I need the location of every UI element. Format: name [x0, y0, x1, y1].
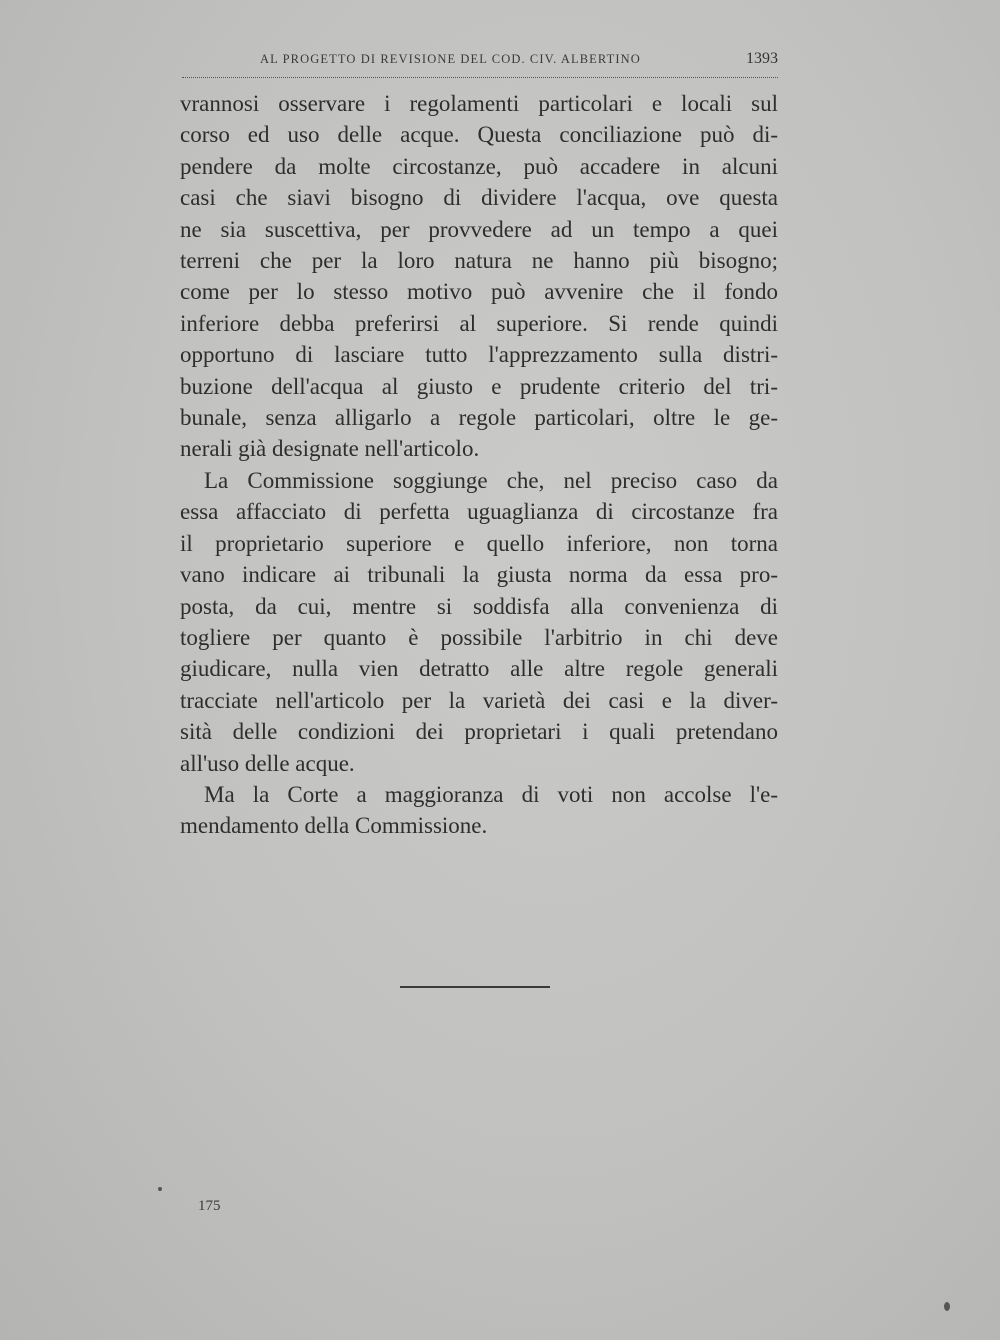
text-line: tracciate nell'articolo per la varietà dei casi e la diver- [180, 687, 778, 713]
text-line: pendere da molte circostanze, può accadere in alcuni [180, 153, 778, 179]
text-line: corso ed uso delle acque. Questa conciliazione può di- [180, 122, 778, 148]
text-line: vano indicare ai tribunali la giusta norma da essa pro- [180, 562, 778, 588]
text-line: all'uso delle acque. [180, 750, 355, 776]
text-line: inferiore debba preferirsi al superiore. Si rende quindi [180, 310, 778, 336]
text-line: posta, da cui, mentre si soddisfa alla convenienza di [180, 593, 778, 619]
text-line: ne sia suscettiva, per provvedere ad un tempo a quei [180, 216, 778, 242]
signature-mark: 175 [198, 1198, 221, 1214]
text-line: vrannosi osservare i regolamenti particolari e locali sul [180, 91, 778, 116]
text-line: casi che siavi bisogno di dividere l'acqua, ove questa [180, 185, 778, 211]
text-line: opportuno di lasciare tutto l'apprezzamento sulla distri- [180, 342, 778, 368]
text-line: il proprietario superiore e quello inferiore, non torna [180, 530, 778, 556]
header-rule [182, 77, 778, 78]
text-line: buzione dell'acqua al giusto e prudente criterio del tri- [180, 373, 778, 399]
text-line: sità delle condizioni dei proprietari i quali pretendano [180, 719, 778, 745]
ink-speck [944, 1302, 950, 1311]
ink-speck [158, 1187, 162, 1191]
text-line: Ma la Corte a maggioranza di voti non accolse l'e- [204, 781, 778, 807]
text-line: essa affacciato di perfetta uguaglianza di circostanze fra [180, 499, 778, 525]
text-line: bunale, senza alligarlo a regole particolari, oltre le ge- [180, 405, 778, 431]
text-line: nerali già designate nell'articolo. [180, 436, 480, 462]
text-line: togliere per quanto è possibile l'arbitrio in chi deve [180, 624, 778, 650]
running-title: AL PROGETTO DI REVISIONE DEL COD. CIV. ALBERTINO [260, 52, 641, 66]
text-line: come per lo stesso motivo può avvenire che il fondo [180, 279, 778, 305]
text-line: terreni che per la loro natura ne hanno più bisogno; [180, 248, 778, 274]
page-number: 1393 [746, 50, 778, 67]
text-line: mendamento della Commissione. [180, 813, 488, 839]
text-line: giudicare, nulla vien detratto alle altre regole generali [180, 656, 778, 682]
running-head [182, 50, 778, 72]
end-rule [400, 986, 550, 988]
body-text [180, 88, 778, 842]
text-line: La Commissione soggiunge che, nel preciso caso da [204, 467, 778, 493]
